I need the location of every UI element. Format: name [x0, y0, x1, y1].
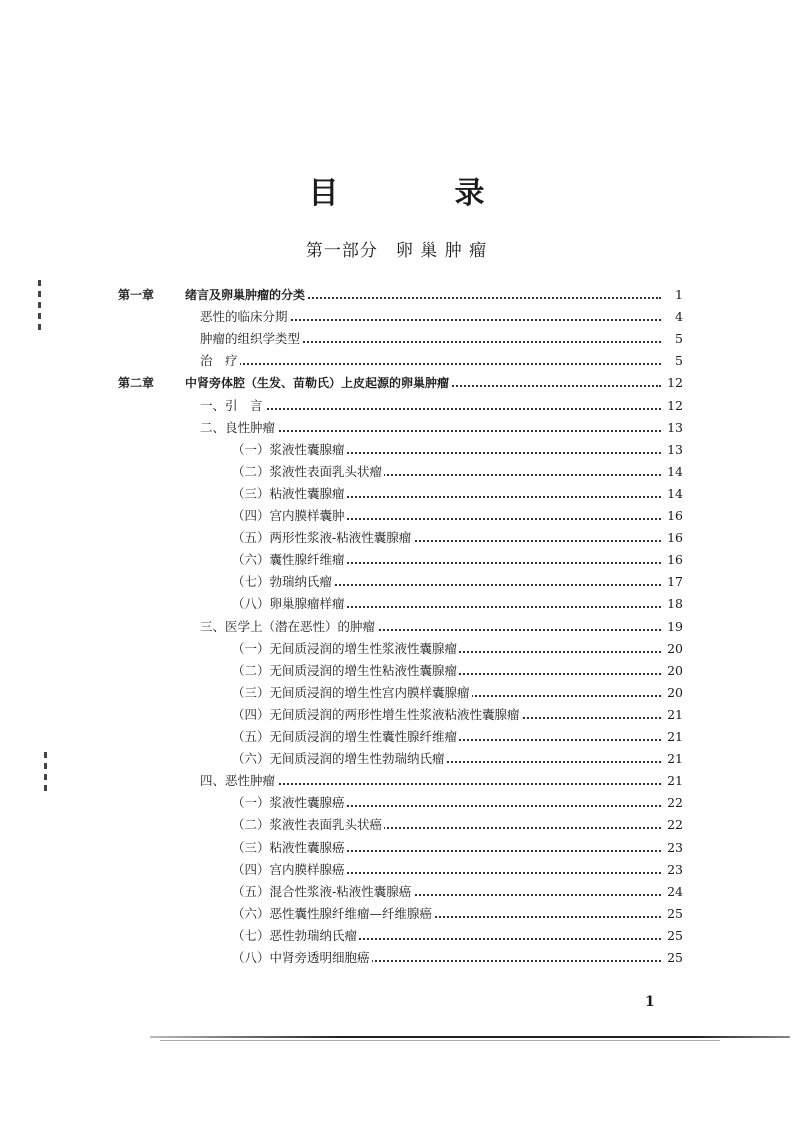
toc-entry-page: 13: [663, 417, 683, 439]
toc-entry: [0, 881, 793, 903]
toc-entry: [0, 638, 793, 660]
toc-entry-label: （五）无间质浸润的增生性囊性腺纤维瘤: [232, 726, 459, 748]
toc-entry-page: 12: [663, 372, 683, 394]
part-name: 卵 巢 肿 瘤: [395, 241, 488, 261]
part-heading: [0, 236, 793, 261]
toc-entry-page: 21: [663, 748, 683, 770]
toc-entry-label: （六）囊性腺纤维瘤: [232, 549, 347, 571]
toc-entry-page: 25: [663, 903, 683, 925]
toc-entry-page: 20: [663, 682, 683, 704]
toc-entry-label: （三）粘液性囊腺瘤: [232, 483, 347, 505]
toc-entry-page: 4: [663, 306, 683, 328]
toc-entry: [0, 306, 793, 328]
toc-entry-page: 14: [663, 483, 683, 505]
toc-entry: [0, 925, 793, 947]
toc-entry: [0, 947, 793, 969]
toc-entry-label: （七）恶性勃瑞纳氏瘤: [232, 925, 359, 947]
toc-leader-dots: [200, 350, 661, 365]
toc-entry-page: 21: [663, 704, 683, 726]
toc-entry-page: 20: [663, 638, 683, 660]
toc-entry-label: （二）无间质浸润的增生性粘液性囊腺瘤: [232, 660, 459, 682]
toc-chapter-number: 第一章: [118, 288, 155, 302]
toc-entry-label: 治 疗: [200, 350, 240, 372]
toc-entry-label: 二、良性肿瘤: [200, 417, 277, 439]
toc-entry: [0, 328, 793, 350]
scan-margin-marks-bottom: [44, 752, 50, 796]
toc-entry: [0, 814, 793, 836]
toc-entry: [0, 483, 793, 505]
toc-entry-page: 23: [663, 859, 683, 881]
toc-entry-page: 25: [663, 947, 683, 969]
toc-entry-page: 18: [663, 593, 683, 615]
toc-entry: [0, 726, 793, 748]
toc-entry: [0, 284, 793, 306]
bottom-scan-line: [150, 1036, 790, 1038]
toc-entry: [0, 682, 793, 704]
toc-entry-label: （六）恶性囊性腺纤维瘤—纤维腺癌: [232, 903, 434, 925]
part-label: 第一部分: [305, 241, 378, 261]
toc-entry-label: 恶性的临床分期: [200, 306, 290, 328]
toc-entry-label: （一）浆液性囊腺瘤: [232, 439, 347, 461]
toc-entry: [0, 837, 793, 859]
toc-entry-label: 肿瘤的组织学类型: [200, 328, 302, 350]
toc-entry: [0, 792, 793, 814]
toc-entry-page: 13: [663, 439, 683, 461]
toc-entry-page: 5: [663, 350, 683, 372]
toc-entry-page: 16: [663, 505, 683, 527]
toc-entry-page: 19: [663, 616, 683, 638]
toc-entry-label: （八）卵巢腺瘤样瘤: [232, 593, 347, 615]
toc-entry-label: 中肾旁体腔（生发、苗勒氏）上皮起源的卵巢肿瘤: [185, 372, 451, 394]
toc-entry-label: 一、引 言: [200, 395, 265, 417]
toc-entry: [0, 903, 793, 925]
toc-entry: [0, 549, 793, 571]
bottom-scan-line-faint: [160, 1040, 720, 1041]
toc-entry-page: 22: [663, 792, 683, 814]
page-number: 1: [645, 994, 655, 1010]
scan-margin-marks-top: [38, 280, 44, 335]
toc-entry: [0, 350, 793, 372]
toc-entry-label: （六）无间质浸润的增生性勃瑞纳氏瘤: [232, 748, 447, 770]
toc-entry-page: 17: [663, 571, 683, 593]
toc-entry: [0, 704, 793, 726]
toc-entry: [0, 571, 793, 593]
toc-entry: [0, 859, 793, 881]
toc-entry-label: 绪言及卵巢肿瘤的分类: [185, 284, 307, 306]
toc-entry: [0, 461, 793, 483]
toc-entry-label: （一）浆液性囊腺癌: [232, 792, 347, 814]
toc-entry: [0, 748, 793, 770]
toc-entry-label: 四、恶性肿瘤: [200, 770, 277, 792]
toc-entry-label: （二）浆液性表面乳头状癌: [232, 814, 384, 836]
toc-entry-page: 24: [663, 881, 683, 903]
toc-entry-page: 5: [663, 328, 683, 350]
toc-entry: [0, 616, 793, 638]
toc-entry-page: 16: [663, 549, 683, 571]
toc-entry: [0, 660, 793, 682]
title-char-right: 录: [454, 176, 485, 211]
toc-entry-page: 23: [663, 837, 683, 859]
toc-entry-label: （一）无间质浸润的增生性浆液性囊腺瘤: [232, 638, 459, 660]
toc-entry-page: 21: [663, 726, 683, 748]
toc-entry-label: （四）宫内膜样囊肿: [232, 505, 347, 527]
toc-entry-page: 20: [663, 660, 683, 682]
toc-entry-label: （七）勃瑞纳氏瘤: [232, 571, 334, 593]
toc-entry-page: 25: [663, 925, 683, 947]
toc-entry-label: （二）浆液性表面乳头状瘤: [232, 461, 384, 483]
page-title: [0, 168, 793, 212]
toc-entry-page: 1: [663, 284, 683, 306]
toc-entry-page: 16: [663, 527, 683, 549]
toc-entry-page: 12: [663, 395, 683, 417]
toc-entry: [0, 395, 793, 417]
toc-entry: [0, 505, 793, 527]
toc-entry: [0, 527, 793, 549]
toc-entry-label: （四）宫内膜样腺癌: [232, 859, 347, 881]
toc-leader-dots: [200, 395, 661, 410]
toc-chapter-number: 第二章: [118, 376, 155, 391]
toc-entry-page: 22: [663, 814, 683, 836]
toc-entry: [0, 593, 793, 615]
toc-entry-label: （八）中肾旁透明细胞癌: [232, 947, 372, 969]
toc-entry-label: （三）粘液性囊腺癌: [232, 837, 347, 859]
toc-entry-label: 三、医学上（潜在恶性）的肿瘤: [200, 616, 377, 638]
toc-entry: [0, 417, 793, 439]
toc-entry-label: （五）两形性浆液-粘液性囊腺瘤: [232, 527, 413, 549]
title-char-left: 目: [308, 176, 339, 211]
toc-entry-page: 21: [663, 770, 683, 792]
toc-entry: [0, 372, 793, 394]
toc-entry-page: 14: [663, 461, 683, 483]
toc-entry: [0, 770, 793, 792]
toc-entry-label: （五）混合性浆液-粘液性囊腺癌: [232, 881, 413, 903]
toc-entry-label: （三）无间质浸润的增生性宫内膜样囊腺瘤: [232, 682, 472, 704]
toc-entry-label: （四）无间质浸润的两形性增生性浆液粘液性囊腺瘤: [232, 704, 522, 726]
toc-entry: [0, 439, 793, 461]
